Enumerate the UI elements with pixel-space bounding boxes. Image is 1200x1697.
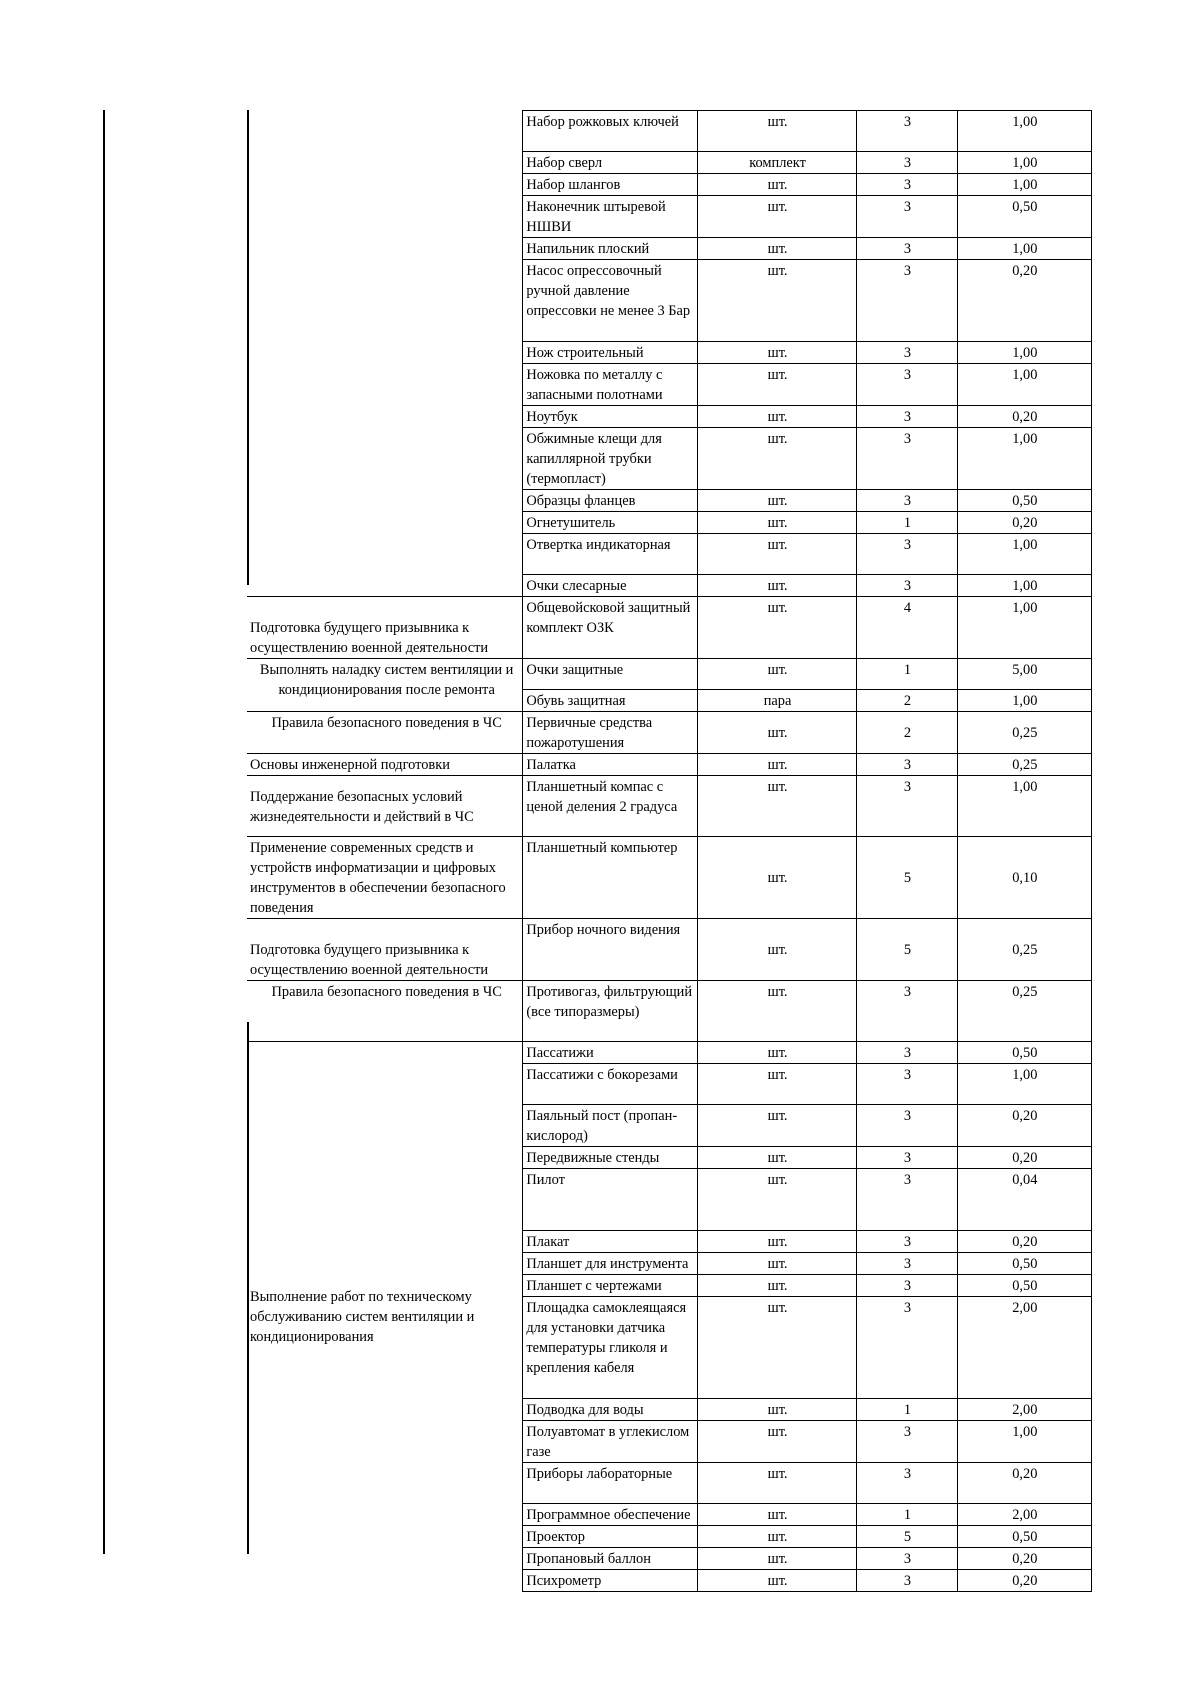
qty-cell: 3 (857, 1297, 957, 1399)
table-row (247, 597, 1092, 659)
item-cell: Обувь защитная (523, 690, 698, 712)
table-row (247, 111, 1092, 152)
qty-cell: 3 (857, 981, 957, 1042)
unit-cell: шт. (697, 837, 856, 919)
unit-cell: шт. (697, 534, 856, 575)
unit-cell: шт. (697, 364, 856, 406)
discipline-cell: Поддержание безопасных условий жизнедеятельности и действий в ЧС (247, 776, 523, 837)
norm-cell: 0,20 (957, 1548, 1091, 1570)
norm-cell: 1,00 (957, 575, 1091, 597)
qty-cell: 3 (857, 754, 957, 776)
norm-cell: 1,00 (957, 152, 1091, 174)
discipline-cell: Правила безопасного поведения в ЧС (247, 981, 523, 1042)
unit-cell: шт. (697, 111, 856, 152)
qty-cell: 3 (857, 1548, 957, 1570)
qty-cell: 5 (857, 837, 957, 919)
qty-cell: 3 (857, 1253, 957, 1275)
qty-cell: 3 (857, 534, 957, 575)
unit-cell: шт. (697, 1253, 856, 1275)
norm-cell: 1,00 (957, 174, 1091, 196)
unit-cell: шт. (697, 1231, 856, 1253)
item-cell: Планшет для инструмента (523, 1253, 698, 1275)
qty-cell: 3 (857, 152, 957, 174)
norm-cell: 1,00 (957, 364, 1091, 406)
unit-cell: шт. (697, 597, 856, 659)
qty-cell: 1 (857, 659, 957, 690)
item-cell: Планшет с чертежами (523, 1275, 698, 1297)
item-cell: Нож строительный (523, 342, 698, 364)
table-row (247, 981, 1092, 1042)
norm-cell: 0,10 (957, 837, 1091, 919)
unit-cell: шт. (697, 1297, 856, 1399)
item-cell: Противогаз, фильтрующий (все типоразмеры) (523, 981, 698, 1042)
qty-cell: 3 (857, 1570, 957, 1592)
item-cell: Напильник плоский (523, 238, 698, 260)
item-cell: Наконечник штыревой НШВИ (523, 196, 698, 238)
item-cell: Набор сверл (523, 152, 698, 174)
qty-cell: 3 (857, 1169, 957, 1231)
unit-cell: шт. (697, 512, 856, 534)
discipline-cell: Подготовка будущего призывника к осуществлению военной деятельности (247, 919, 523, 981)
qty-cell: 3 (857, 196, 957, 238)
discipline-cell: Выполнение работ по техническому обслуживанию систем вентиляции и кондиционирования (247, 1042, 523, 1592)
item-cell: Планшетный компас с ценой деления 2 градуса (523, 776, 698, 837)
norm-cell: 1,00 (957, 597, 1091, 659)
qty-cell: 3 (857, 1147, 957, 1169)
item-cell: Прибор ночного видения (523, 919, 698, 981)
norm-cell: 1,00 (957, 690, 1091, 712)
item-cell: Отвертка индикаторная (523, 534, 698, 575)
qty-cell: 1 (857, 1399, 957, 1421)
discipline-cell: Правила безопасного поведения в ЧС (247, 712, 523, 754)
left-margin-line (103, 110, 105, 1554)
norm-cell: 0,20 (957, 1105, 1091, 1147)
item-cell: Образцы фланцев (523, 490, 698, 512)
qty-cell: 3 (857, 1231, 957, 1253)
table-row (247, 712, 1092, 754)
discipline-cell: Подготовка будущего призывника к осуществлению военной деятельности (247, 597, 523, 659)
norm-cell: 0,50 (957, 1275, 1091, 1297)
unit-cell: шт. (697, 238, 856, 260)
qty-cell: 2 (857, 712, 957, 754)
item-cell: Набор рожковых ключей (523, 111, 698, 152)
unit-cell: шт. (697, 776, 856, 837)
table-row (247, 659, 1092, 690)
norm-cell: 1,00 (957, 1421, 1091, 1463)
norm-cell: 2,00 (957, 1399, 1091, 1421)
norm-cell: 1,00 (957, 428, 1091, 490)
item-cell: Пассатижи с бокорезами (523, 1064, 698, 1105)
discipline-cell: Выполнять наладку систем вентиляции и кондиционирования после ремонта (247, 659, 523, 712)
unit-cell: шт. (697, 712, 856, 754)
equipment-table (247, 110, 1092, 1592)
table-row (247, 1042, 1092, 1064)
norm-cell: 0,50 (957, 196, 1091, 238)
unit-cell: шт. (697, 1169, 856, 1231)
norm-cell: 0,25 (957, 981, 1091, 1042)
qty-cell: 3 (857, 575, 957, 597)
qty-cell: 3 (857, 238, 957, 260)
norm-cell: 0,25 (957, 919, 1091, 981)
norm-cell: 0,20 (957, 512, 1091, 534)
item-cell: Проектор (523, 1526, 698, 1548)
item-cell: Подводка для воды (523, 1399, 698, 1421)
unit-cell: шт. (697, 919, 856, 981)
norm-cell: 1,00 (957, 1064, 1091, 1105)
item-cell: Ножовка по металлу с запасными полотнами (523, 364, 698, 406)
qty-cell: 3 (857, 1064, 957, 1105)
item-cell: Первичные средства пожаротушения (523, 712, 698, 754)
norm-cell: 2,00 (957, 1504, 1091, 1526)
table-row (247, 837, 1092, 919)
qty-cell: 3 (857, 1042, 957, 1064)
norm-cell: 0,50 (957, 1253, 1091, 1275)
unit-cell: шт. (697, 1147, 856, 1169)
item-cell: Огнетушитель (523, 512, 698, 534)
norm-cell: 0,20 (957, 1147, 1091, 1169)
qty-cell: 3 (857, 364, 957, 406)
qty-cell: 3 (857, 260, 957, 342)
qty-cell: 3 (857, 111, 957, 152)
item-cell: Приборы лабораторные (523, 1463, 698, 1504)
qty-cell: 1 (857, 1504, 957, 1526)
unit-cell: шт. (697, 342, 856, 364)
qty-cell: 3 (857, 174, 957, 196)
table-row (247, 776, 1092, 837)
item-cell: Пассатижи (523, 1042, 698, 1064)
item-cell: Обжимные клещи для капиллярной трубки (термопласт) (523, 428, 698, 490)
item-cell: Площадка самоклеящаяся для установки датчика температуры гликоля и крепления кабеля (523, 1297, 698, 1399)
norm-cell: 0,25 (957, 712, 1091, 754)
unit-cell: шт. (697, 1463, 856, 1504)
unit-cell: шт. (697, 659, 856, 690)
discipline-cell: Применение современных средств и устройств информатизации и цифровых инструментов в обеспечении безопасного поведения (247, 837, 523, 919)
item-cell: Полуавтомат в углекислом газе (523, 1421, 698, 1463)
table-row (247, 754, 1092, 776)
qty-cell: 3 (857, 428, 957, 490)
item-cell: Очки слесарные (523, 575, 698, 597)
norm-cell: 5,00 (957, 659, 1091, 690)
item-cell: Набор шлангов (523, 174, 698, 196)
qty-cell: 3 (857, 406, 957, 428)
unit-cell: шт. (697, 1399, 856, 1421)
norm-cell: 0,25 (957, 754, 1091, 776)
unit-cell: шт. (697, 428, 856, 490)
norm-cell: 0,20 (957, 260, 1091, 342)
qty-cell: 3 (857, 776, 957, 837)
unit-cell: шт. (697, 754, 856, 776)
item-cell: Передвижные стенды (523, 1147, 698, 1169)
unit-cell: шт. (697, 1421, 856, 1463)
item-cell: Пилот (523, 1169, 698, 1231)
norm-cell: 1,00 (957, 342, 1091, 364)
unit-cell: комплект (697, 152, 856, 174)
qty-cell: 3 (857, 490, 957, 512)
unit-cell: шт. (697, 575, 856, 597)
item-cell: Пропановый баллон (523, 1548, 698, 1570)
unit-cell: шт. (697, 1548, 856, 1570)
unit-cell: шт. (697, 1064, 856, 1105)
item-cell: Общевойсковой защитный комплект ОЗК (523, 597, 698, 659)
discipline-cell: Основы инженерной подготовки (247, 754, 523, 776)
qty-cell: 5 (857, 1526, 957, 1548)
norm-cell: 0,20 (957, 406, 1091, 428)
norm-cell: 0,20 (957, 1231, 1091, 1253)
unit-cell: шт. (697, 1275, 856, 1297)
item-cell: Планшетный компьютер (523, 837, 698, 919)
unit-cell: шт. (697, 981, 856, 1042)
unit-cell: шт. (697, 260, 856, 342)
norm-cell: 1,00 (957, 534, 1091, 575)
qty-cell: 3 (857, 1463, 957, 1504)
item-cell: Паяльный пост (пропан-кислород) (523, 1105, 698, 1147)
norm-cell: 1,00 (957, 111, 1091, 152)
item-cell: Очки защитные (523, 659, 698, 690)
unit-cell: шт. (697, 1570, 856, 1592)
unit-cell: шт. (697, 1105, 856, 1147)
item-cell: Палатка (523, 754, 698, 776)
unit-cell: пара (697, 690, 856, 712)
unit-cell: шт. (697, 490, 856, 512)
qty-cell: 4 (857, 597, 957, 659)
unit-cell: шт. (697, 406, 856, 428)
norm-cell: 0,04 (957, 1169, 1091, 1231)
norm-cell: 0,50 (957, 1042, 1091, 1064)
norm-cell: 0,50 (957, 490, 1091, 512)
qty-cell: 3 (857, 1421, 957, 1463)
unit-cell: шт. (697, 1504, 856, 1526)
unit-cell: шт. (697, 1042, 856, 1064)
norm-cell: 0,50 (957, 1526, 1091, 1548)
item-cell: Насос опрессовочный ручной давление опрессовки не менее 3 Бар (523, 260, 698, 342)
item-cell: Плакат (523, 1231, 698, 1253)
item-cell: Программное обеспечение (523, 1504, 698, 1526)
unit-cell: шт. (697, 174, 856, 196)
qty-cell: 5 (857, 919, 957, 981)
qty-cell: 2 (857, 690, 957, 712)
norm-cell: 0,20 (957, 1463, 1091, 1504)
norm-cell: 2,00 (957, 1297, 1091, 1399)
norm-cell: 0,20 (957, 1570, 1091, 1592)
table-row (247, 919, 1092, 981)
discipline-cell (247, 111, 523, 597)
norm-cell: 1,00 (957, 238, 1091, 260)
item-cell: Психрометр (523, 1570, 698, 1592)
norm-cell: 1,00 (957, 776, 1091, 837)
qty-cell: 3 (857, 1275, 957, 1297)
unit-cell: шт. (697, 1526, 856, 1548)
unit-cell: шт. (697, 196, 856, 238)
qty-cell: 1 (857, 512, 957, 534)
qty-cell: 3 (857, 342, 957, 364)
qty-cell: 3 (857, 1105, 957, 1147)
item-cell: Ноутбук (523, 406, 698, 428)
